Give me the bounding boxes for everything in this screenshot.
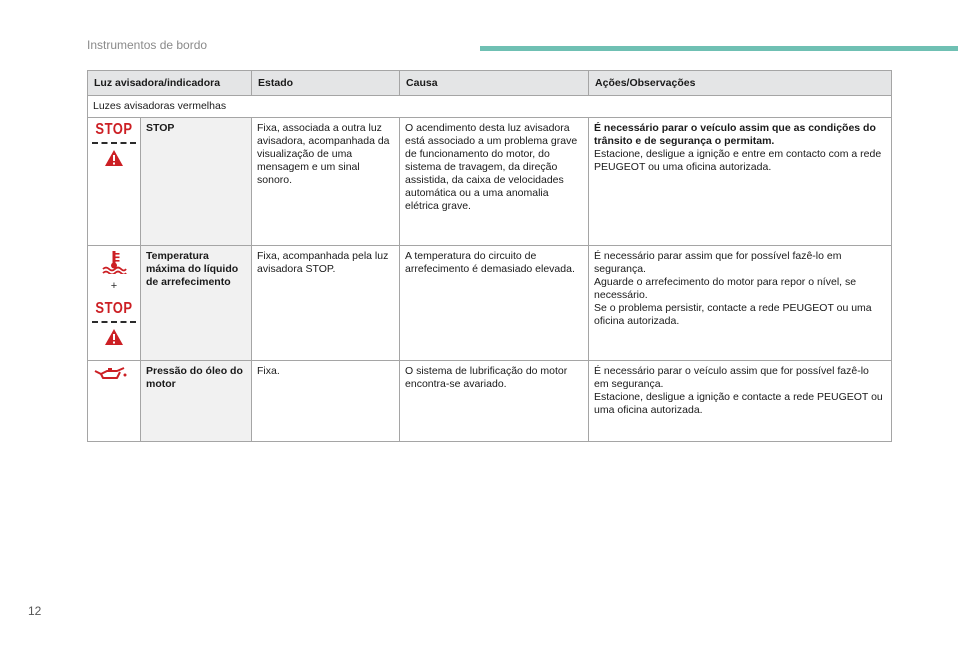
action-line: Estacione, desligue a ignição e contacte a rede PEUGEOT ou uma oficina autorizada. [594,391,883,416]
action-line: Aguarde o arrefecimento do motor para repor o nível, se necessário. [594,276,857,301]
column-header-state: Estado [252,71,400,96]
column-header-cause: Causa [400,71,589,96]
action-line: Se o problema persistir, contacte a rede PEUGEOT ou uma oficina autorizada. [594,302,872,327]
header-accent-bar [480,46,958,51]
stop-warning-icon [92,298,136,346]
stop-text: STOP [95,298,133,317]
stop-text: STOP [95,119,133,138]
light-name: STOP [141,118,252,246]
section-row [88,96,892,118]
state-cell: Fixa, acompanhada pela luz avisadora STOP. [252,246,400,361]
column-header-actions: Ações/Observações [589,71,892,96]
light-name: Temperatura máxima do líquido de arrefecimento [141,246,252,361]
action-text: Estacione, desligue a ignição e entre em contacto com a rede PEUGEOT ou uma oficina autorizada. [594,148,882,173]
coolant-temperature-icon [101,250,127,274]
dashes-divider [92,142,136,144]
action-bold-text: É necessário parar o veículo assim que as condições do trânsito e de segurança o permitam. [594,122,876,147]
warning-lights-table [87,70,892,442]
action-cell [589,118,892,246]
dashes-divider [92,321,136,323]
table-row [88,246,892,361]
page-header-title: Instrumentos de bordo [87,38,208,52]
state-cell: Fixa, associada a outra luz avisadora, acompanhada da visualização de uma mensagem e um sinal sonoro. [252,118,400,246]
action-line: É necessário parar assim que for possível fazê-lo em segurança. [594,250,842,275]
icon-cell [88,361,141,442]
column-header-light: Luz avisadora/indicadora [88,71,252,96]
state-cell: Fixa. [252,361,400,442]
icon-cell [88,246,141,361]
plus-sign: + [110,280,118,292]
table-row [88,361,892,442]
oil-pressure-icon [93,365,127,381]
page-number: 12 [28,604,42,618]
table-row [88,118,892,246]
light-name: Pressão do óleo do motor [141,361,252,442]
cause-cell: O acendimento desta luz avisadora está associado a um problema grave de funcionamento do motor, do sistema de travagem, da direção assistida, da caixa de velocidades automática ou a uma anomalia elétrica grave. [400,118,589,246]
action-cell [589,361,892,442]
table-header-row [88,71,892,96]
cause-cell: A temperatura do circuito de arrefecimento é demasiado elevada. [400,246,589,361]
cause-cell: O sistema de lubrificação do motor encontra-se avariado. [400,361,589,442]
icon-cell [88,118,141,246]
stop-warning-icon [93,119,135,167]
action-cell [589,246,892,361]
warning-triangle-icon [104,328,124,346]
warning-triangle-icon [104,149,124,167]
section-label: Luzes avisadoras vermelhas [88,96,892,118]
action-line: É necessário parar o veículo assim que for possível fazê-lo em segurança. [594,365,869,390]
